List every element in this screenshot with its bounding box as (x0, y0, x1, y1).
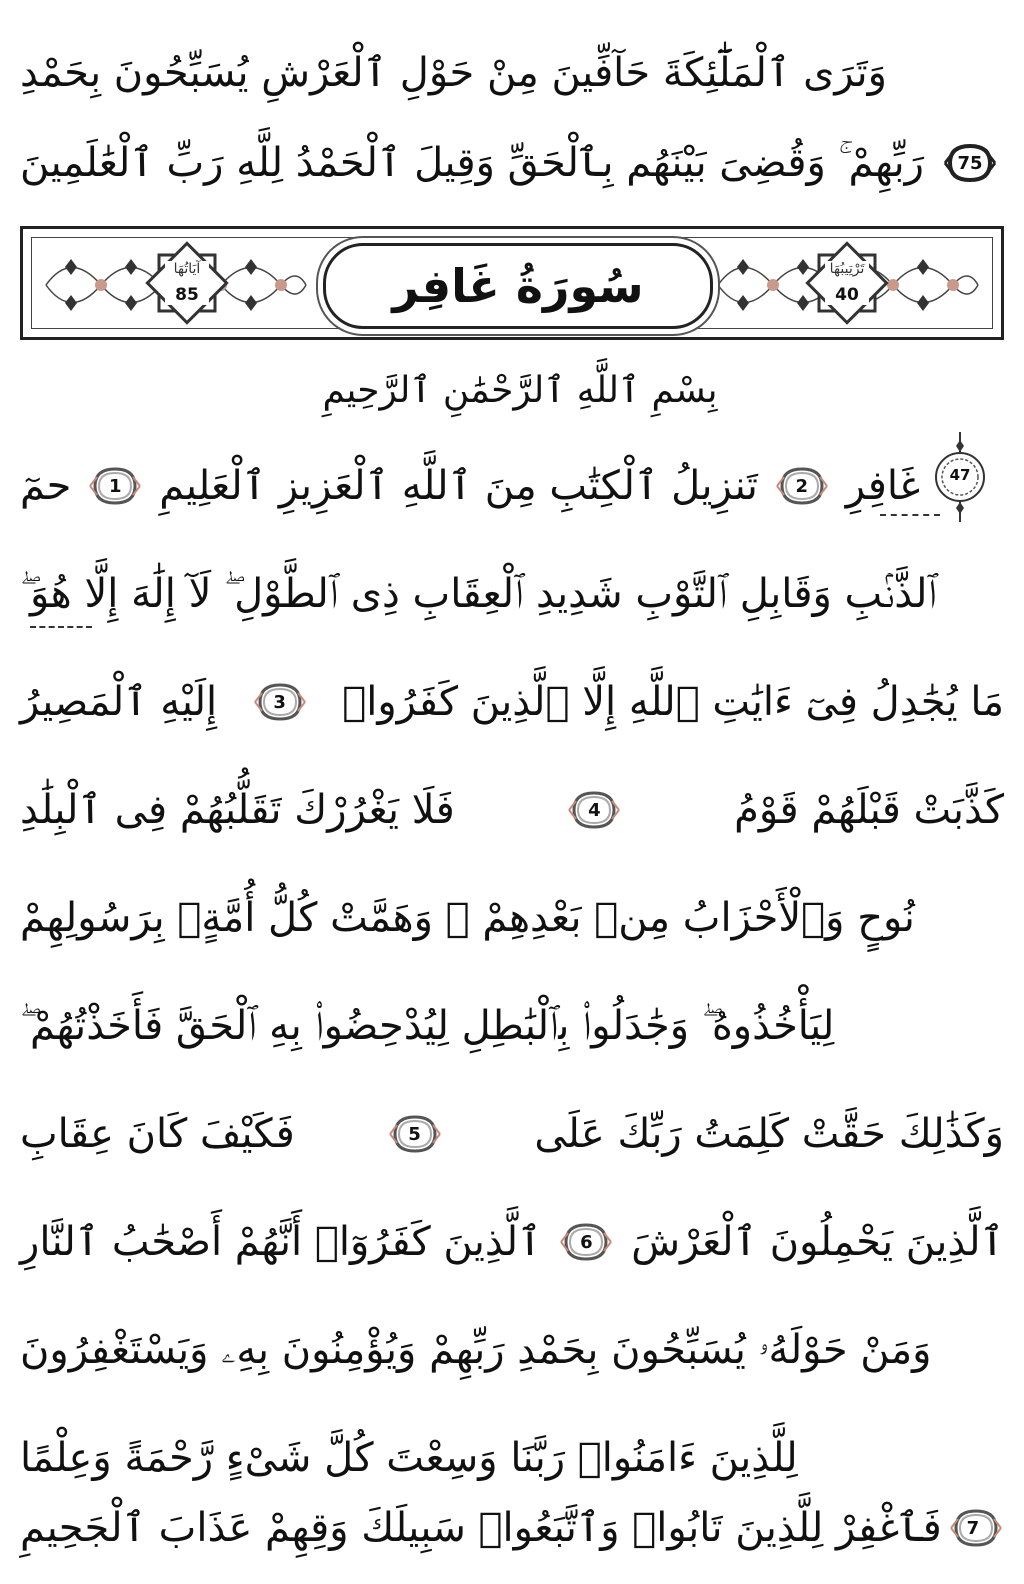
surah-header (20, 226, 1004, 340)
basmala: بِسْمِ ٱللَّهِ ٱلرَّحْمَٰنِ ٱلرَّحِيمِ (322, 369, 718, 411)
order-number: 40 (835, 285, 859, 305)
ayah-number-marker (87, 463, 143, 509)
verse-line-2 (20, 108, 1004, 218)
verse-line-6 (20, 756, 1004, 864)
waqf-underline (880, 514, 940, 516)
verse-text: ٱلَّذِينَ كَفَرُوٓا۟ أَنَّهُمْ أَصْحَٰبُ ٱلنَّارِ (20, 1219, 542, 1265)
verse-text: فَكَيْفَ كَانَ عِقَابِ (20, 1111, 295, 1157)
hizb-number: 47 (949, 466, 971, 484)
hizb-marker (930, 432, 1000, 522)
verse-text: حمٓ (20, 463, 72, 509)
ayah-number-marker (948, 1505, 998, 1551)
verse-text: ٱلذَّنۢبِ وَقَابِلِ ٱلتَّوْبِ شَدِيدِ ٱلْعِقَابِ ذِى ٱلطَّوْلِ ۖ لَآ إِلَٰهَ إِلَّا هُوَ ۖ (20, 571, 937, 617)
verse-text: وَمَنْ حَوْلَهُۥ يُسَبِّحُونَ بِحَمْدِ رَبِّهِمْ وَيُؤْمِنُونَ بِهِۦ وَيَسْتَغْفِرُونَ (20, 1327, 932, 1373)
verse-text: كَذَّبَتْ قَبْلَهُمْ قَوْمُ (734, 787, 1004, 833)
waqf-underline (30, 626, 92, 628)
verse-text: لِيَأْخُذُوهُ ۖ وَجَٰدَلُوا۟ بِٱلْبَٰطِلِ لِيُدْحِضُوا۟ بِهِ ٱلْحَقَّ فَأَخَذْتُهُمْ ۖ (20, 1003, 835, 1049)
verse-line-8 (20, 972, 1004, 1080)
verse-line-5 (20, 648, 1004, 756)
order-label: تَرْتِيبُهَا (829, 261, 865, 277)
ayah-number-marker (558, 1219, 614, 1265)
ayah-number: 75 (957, 152, 983, 174)
verse-text: لِلَّذِينَ ءَامَنُوا۟ رَبَّنَا وَسِعْتَ كُلَّ شَىْءٍ رَّحْمَةً وَعِلْمًا (20, 1435, 798, 1481)
verses-count-badge (143, 239, 231, 327)
ayah-number-marker (774, 463, 830, 509)
ayah-number-marker (566, 787, 622, 833)
verse-line-9 (20, 1080, 1004, 1188)
surah-order-badge (803, 239, 891, 327)
ayah-number-marker (942, 140, 998, 186)
verse-text: إِلَيْهِ ٱلْمَصِيرُ (20, 679, 218, 725)
ayah-number-marker (387, 1111, 443, 1157)
surah-title: سُورَةُ غَافِر (392, 259, 644, 313)
verse-text: رَبِّهِمْ ۚ وَقُضِىَ بَيْنَهُم بِٱلْحَقِّ وَقِيلَ ٱلْحَمْدُ لِلَّهِ رَبِّ ٱلْعَٰلَمِينَ (20, 140, 924, 186)
verse-line-10 (20, 1188, 1004, 1296)
ayah-number: 4 (588, 799, 601, 821)
verse-text: فَٱغْفِرْ لِلَّذِينَ تَابُوا۟ وَٱتَّبَعُوا۟ سَبِيلَكَ وَقِهِمْ عَذَابَ ٱلْجَحِيمِ (20, 1505, 942, 1551)
verse-line-11 (20, 1296, 1004, 1404)
verse-text: نُوحٍ وَٱلْأَحْزَابُ مِنۢ بَعْدِهِمْ ۖ وَهَمَّتْ كُلُّ أُمَّةٍۭ بِرَسُولِهِمْ (20, 895, 915, 941)
surah-title-cartouche (323, 243, 713, 329)
verses-number: 85 (175, 285, 199, 305)
verse-text: مَا يُجَٰدِلُ فِىٓ ءَايَٰتِ ٱللَّهِ إِلَّا ٱلَّذِينَ كَفَرُوا۟ (342, 679, 1004, 725)
verses-label: آيَاتُهَا (173, 261, 201, 277)
verse-text: وَكَذَٰلِكَ حَقَّتْ كَلِمَتُ رَبِّكَ عَلَى (534, 1111, 1004, 1157)
verse-line-4 (20, 540, 1004, 648)
verse-text: وَتَرَى ٱلْمَلَٰٓئِكَةَ حَآفِّينَ مِنْ حَوْلِ ٱلْعَرْشِ يُسَبِّحُونَ بِحَمْدِ (20, 50, 887, 96)
verse-line-13 (20, 1474, 1004, 1582)
ayah-number: 5 (408, 1123, 421, 1145)
verse-text: فَلَا يَغْرُرْكَ تَقَلُّبُهُمْ فِى ٱلْبِلَٰدِ (20, 787, 455, 833)
ayah-number: 7 (966, 1517, 980, 1539)
ayah-number: 2 (795, 475, 809, 497)
ayah-number: 6 (580, 1231, 593, 1253)
ayah-number: 1 (109, 475, 122, 497)
verse-line-3 (20, 432, 920, 540)
verse-text: تَنزِيلُ ٱلْكِتَٰبِ مِنَ ٱللَّهِ ٱلْعَزِيزِ ٱلْعَلِيمِ (159, 463, 758, 509)
verse-text: ٱلَّذِينَ يَحْمِلُونَ ٱلْعَرْشَ (631, 1219, 1004, 1265)
ayah-number: 3 (273, 691, 286, 713)
verse-text: غَافِرِ (845, 463, 920, 509)
verse-line-7 (20, 864, 1004, 972)
ayah-number-marker (252, 679, 308, 725)
